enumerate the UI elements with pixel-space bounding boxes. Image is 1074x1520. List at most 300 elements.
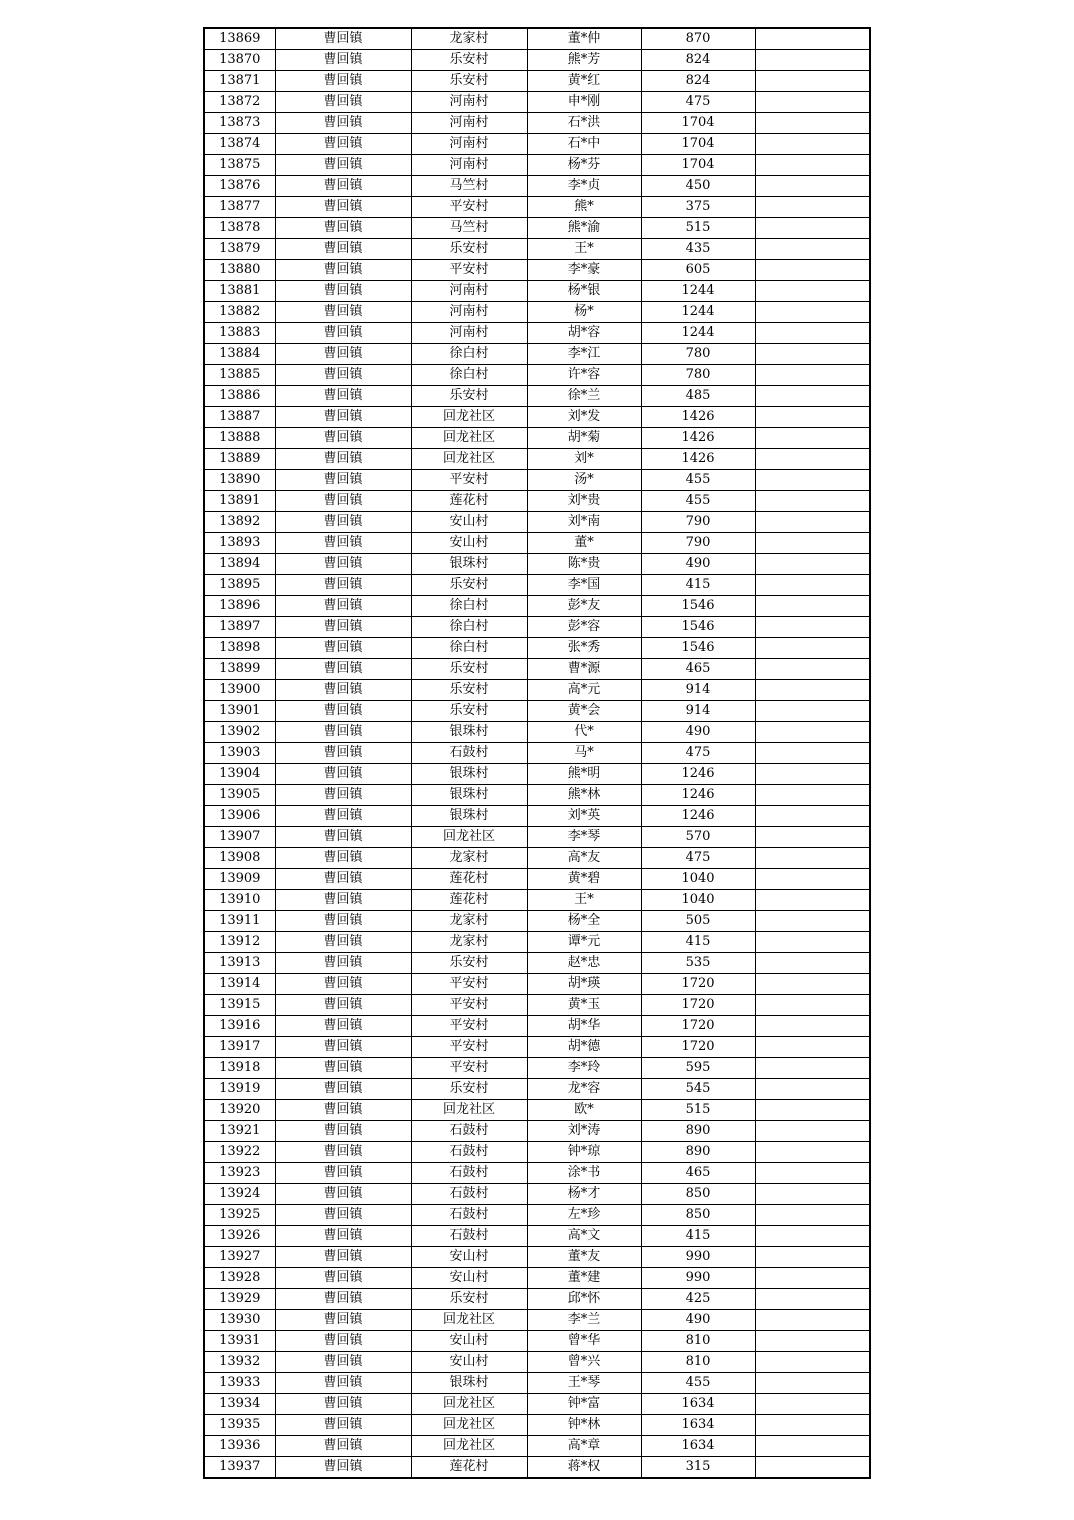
- amount-cell: 490: [641, 722, 755, 743]
- name-cell: 钟*富: [527, 1394, 641, 1415]
- table-row: [204, 848, 870, 869]
- village-cell: 石鼓村: [411, 1142, 527, 1163]
- town-cell: 曹回镇: [275, 281, 411, 302]
- name-cell: 胡*菊: [527, 428, 641, 449]
- village-cell: 莲花村: [411, 869, 527, 890]
- amount-cell: 1244: [641, 281, 755, 302]
- town-cell: 曹回镇: [275, 365, 411, 386]
- town-cell: 曹回镇: [275, 1037, 411, 1058]
- amount-cell: 435: [641, 239, 755, 260]
- town-cell: 曹回镇: [275, 491, 411, 512]
- table-row: [204, 764, 870, 785]
- amount-cell: 1246: [641, 764, 755, 785]
- note-cell: [755, 1037, 870, 1058]
- row-number-cell: 13886: [204, 386, 275, 407]
- name-cell: 黄*会: [527, 701, 641, 722]
- town-cell: 曹回镇: [275, 92, 411, 113]
- table-row: [204, 1436, 870, 1457]
- village-cell: 乐安村: [411, 953, 527, 974]
- village-cell: 河南村: [411, 302, 527, 323]
- table-row: [204, 1226, 870, 1247]
- town-cell: 曹回镇: [275, 848, 411, 869]
- row-number-cell: 13925: [204, 1205, 275, 1226]
- name-cell: 刘*南: [527, 512, 641, 533]
- town-cell: 曹回镇: [275, 932, 411, 953]
- amount-cell: 1040: [641, 890, 755, 911]
- amount-cell: 455: [641, 1373, 755, 1394]
- note-cell: [755, 1436, 870, 1457]
- town-cell: 曹回镇: [275, 239, 411, 260]
- amount-cell: 475: [641, 743, 755, 764]
- row-number-cell: 13934: [204, 1394, 275, 1415]
- row-number-cell: 13872: [204, 92, 275, 113]
- name-cell: 许*容: [527, 365, 641, 386]
- name-cell: 熊*林: [527, 785, 641, 806]
- table-row: [204, 596, 870, 617]
- village-cell: 安山村: [411, 1268, 527, 1289]
- village-cell: 石鼓村: [411, 1121, 527, 1142]
- amount-cell: 515: [641, 218, 755, 239]
- row-number-cell: 13911: [204, 911, 275, 932]
- amount-cell: 1426: [641, 449, 755, 470]
- note-cell: [755, 743, 870, 764]
- row-number-cell: 13881: [204, 281, 275, 302]
- amount-cell: 465: [641, 1163, 755, 1184]
- village-cell: 银珠村: [411, 1373, 527, 1394]
- town-cell: 曹回镇: [275, 407, 411, 428]
- row-number-cell: 13883: [204, 323, 275, 344]
- amount-cell: 890: [641, 1121, 755, 1142]
- note-cell: [755, 197, 870, 218]
- village-cell: 乐安村: [411, 575, 527, 596]
- name-cell: 杨*: [527, 302, 641, 323]
- village-cell: 平安村: [411, 1016, 527, 1037]
- name-cell: 李*豪: [527, 260, 641, 281]
- village-cell: 银珠村: [411, 722, 527, 743]
- town-cell: 曹回镇: [275, 197, 411, 218]
- name-cell: 熊*: [527, 197, 641, 218]
- village-cell: 回龙社区: [411, 827, 527, 848]
- note-cell: [755, 995, 870, 1016]
- name-cell: 刘*涛: [527, 1121, 641, 1142]
- name-cell: 曾*华: [527, 1331, 641, 1352]
- name-cell: 胡*瑛: [527, 974, 641, 995]
- town-cell: 曹回镇: [275, 806, 411, 827]
- note-cell: [755, 1247, 870, 1268]
- table-row: [204, 785, 870, 806]
- table-row: [204, 1205, 870, 1226]
- table-row: [204, 1268, 870, 1289]
- town-cell: 曹回镇: [275, 701, 411, 722]
- village-cell: 龙家村: [411, 911, 527, 932]
- table-row: [204, 113, 870, 134]
- table-row: [204, 974, 870, 995]
- table-row: [204, 890, 870, 911]
- amount-cell: 1246: [641, 806, 755, 827]
- note-cell: [755, 428, 870, 449]
- village-cell: 乐安村: [411, 1289, 527, 1310]
- name-cell: 王*琴: [527, 1373, 641, 1394]
- town-cell: 曹回镇: [275, 890, 411, 911]
- table-row: [204, 1394, 870, 1415]
- amount-cell: 780: [641, 365, 755, 386]
- town-cell: 曹回镇: [275, 1163, 411, 1184]
- town-cell: 曹回镇: [275, 71, 411, 92]
- town-cell: 曹回镇: [275, 1415, 411, 1436]
- row-number-cell: 13932: [204, 1352, 275, 1373]
- village-cell: 石鼓村: [411, 743, 527, 764]
- note-cell: [755, 890, 870, 911]
- row-number-cell: 13933: [204, 1373, 275, 1394]
- amount-cell: 425: [641, 1289, 755, 1310]
- amount-cell: 824: [641, 50, 755, 71]
- village-cell: 河南村: [411, 155, 527, 176]
- row-number-cell: 13924: [204, 1184, 275, 1205]
- table-row: [204, 239, 870, 260]
- row-number-cell: 13897: [204, 617, 275, 638]
- table-row: [204, 428, 870, 449]
- table-row: [204, 218, 870, 239]
- name-cell: 彭*容: [527, 617, 641, 638]
- town-cell: 曹回镇: [275, 1394, 411, 1415]
- table-row: [204, 1352, 870, 1373]
- village-cell: 马竺村: [411, 176, 527, 197]
- amount-cell: 890: [641, 1142, 755, 1163]
- row-number-cell: 13919: [204, 1079, 275, 1100]
- note-cell: [755, 302, 870, 323]
- amount-cell: 1634: [641, 1415, 755, 1436]
- amount-cell: 490: [641, 1310, 755, 1331]
- row-number-cell: 13908: [204, 848, 275, 869]
- note-cell: [755, 533, 870, 554]
- note-cell: [755, 1373, 870, 1394]
- table-row: [204, 407, 870, 428]
- name-cell: 申*刚: [527, 92, 641, 113]
- village-cell: 银珠村: [411, 806, 527, 827]
- note-cell: [755, 71, 870, 92]
- note-cell: [755, 407, 870, 428]
- name-cell: 李*国: [527, 575, 641, 596]
- table-row: [204, 554, 870, 575]
- town-cell: 曹回镇: [275, 176, 411, 197]
- town-cell: 曹回镇: [275, 575, 411, 596]
- village-cell: 平安村: [411, 995, 527, 1016]
- amount-cell: 1244: [641, 302, 755, 323]
- row-number-cell: 13896: [204, 596, 275, 617]
- name-cell: 胡*德: [527, 1037, 641, 1058]
- town-cell: 曹回镇: [275, 1184, 411, 1205]
- amount-cell: 1426: [641, 428, 755, 449]
- row-number-cell: 13917: [204, 1037, 275, 1058]
- table-row: [204, 155, 870, 176]
- note-cell: [755, 932, 870, 953]
- village-cell: 龙家村: [411, 28, 527, 50]
- name-cell: 董*仲: [527, 28, 641, 50]
- town-cell: 曹回镇: [275, 680, 411, 701]
- note-cell: [755, 239, 870, 260]
- table-row: [204, 911, 870, 932]
- row-number-cell: 13875: [204, 155, 275, 176]
- name-cell: 徐*兰: [527, 386, 641, 407]
- row-number-cell: 13914: [204, 974, 275, 995]
- row-number-cell: 13880: [204, 260, 275, 281]
- amount-cell: 1704: [641, 155, 755, 176]
- table-row: [204, 722, 870, 743]
- name-cell: 高*元: [527, 680, 641, 701]
- amount-cell: 490: [641, 554, 755, 575]
- table-row: [204, 28, 870, 50]
- amount-cell: 595: [641, 1058, 755, 1079]
- village-cell: 石鼓村: [411, 1163, 527, 1184]
- note-cell: [755, 1310, 870, 1331]
- note-cell: [755, 1415, 870, 1436]
- table-row: [204, 449, 870, 470]
- table-row: [204, 1037, 870, 1058]
- village-cell: 平安村: [411, 260, 527, 281]
- note-cell: [755, 974, 870, 995]
- note-cell: [755, 911, 870, 932]
- name-cell: 陈*贵: [527, 554, 641, 575]
- name-cell: 涂*书: [527, 1163, 641, 1184]
- amount-cell: 465: [641, 659, 755, 680]
- name-cell: 邱*怀: [527, 1289, 641, 1310]
- village-cell: 乐安村: [411, 659, 527, 680]
- town-cell: 曹回镇: [275, 1016, 411, 1037]
- table-row: [204, 1100, 870, 1121]
- note-cell: [755, 1142, 870, 1163]
- note-cell: [755, 1352, 870, 1373]
- table-row: [204, 1184, 870, 1205]
- table-row: [204, 617, 870, 638]
- table-row: [204, 1331, 870, 1352]
- table-row: [204, 680, 870, 701]
- table-row: [204, 323, 870, 344]
- village-cell: 回龙社区: [411, 1100, 527, 1121]
- note-cell: [755, 575, 870, 596]
- name-cell: 左*珍: [527, 1205, 641, 1226]
- town-cell: 曹回镇: [275, 1058, 411, 1079]
- row-number-cell: 13903: [204, 743, 275, 764]
- row-number-cell: 13900: [204, 680, 275, 701]
- note-cell: [755, 848, 870, 869]
- town-cell: 曹回镇: [275, 449, 411, 470]
- village-cell: 龙家村: [411, 848, 527, 869]
- note-cell: [755, 827, 870, 848]
- table-row: [204, 1310, 870, 1331]
- table-row: [204, 134, 870, 155]
- amount-cell: 1426: [641, 407, 755, 428]
- name-cell: 刘*英: [527, 806, 641, 827]
- name-cell: 蒋*权: [527, 1457, 641, 1479]
- name-cell: 王*: [527, 239, 641, 260]
- town-cell: 曹回镇: [275, 1268, 411, 1289]
- row-number-cell: 13882: [204, 302, 275, 323]
- table-row: [204, 1016, 870, 1037]
- amount-cell: 1634: [641, 1436, 755, 1457]
- town-cell: 曹回镇: [275, 638, 411, 659]
- row-number-cell: 13918: [204, 1058, 275, 1079]
- note-cell: [755, 1163, 870, 1184]
- village-cell: 回龙社区: [411, 407, 527, 428]
- amount-cell: 605: [641, 260, 755, 281]
- village-cell: 回龙社区: [411, 1394, 527, 1415]
- amount-cell: 415: [641, 932, 755, 953]
- name-cell: 谭*元: [527, 932, 641, 953]
- table-row: [204, 995, 870, 1016]
- village-cell: 莲花村: [411, 491, 527, 512]
- table-row: [204, 1163, 870, 1184]
- amount-cell: 1246: [641, 785, 755, 806]
- row-number-cell: 13916: [204, 1016, 275, 1037]
- town-cell: 曹回镇: [275, 155, 411, 176]
- town-cell: 曹回镇: [275, 428, 411, 449]
- name-cell: 高*章: [527, 1436, 641, 1457]
- row-number-cell: 13887: [204, 407, 275, 428]
- town-cell: 曹回镇: [275, 533, 411, 554]
- note-cell: [755, 1079, 870, 1100]
- amount-cell: 545: [641, 1079, 755, 1100]
- amount-cell: 515: [641, 1100, 755, 1121]
- town-cell: 曹回镇: [275, 1457, 411, 1479]
- name-cell: 马*: [527, 743, 641, 764]
- row-number-cell: 13922: [204, 1142, 275, 1163]
- town-cell: 曹回镇: [275, 722, 411, 743]
- table-body: [204, 28, 870, 1478]
- note-cell: [755, 1268, 870, 1289]
- table-row: [204, 344, 870, 365]
- town-cell: 曹回镇: [275, 218, 411, 239]
- note-cell: [755, 134, 870, 155]
- row-number-cell: 13907: [204, 827, 275, 848]
- table-row: [204, 701, 870, 722]
- town-cell: 曹回镇: [275, 974, 411, 995]
- row-number-cell: 13901: [204, 701, 275, 722]
- village-cell: 河南村: [411, 113, 527, 134]
- town-cell: 曹回镇: [275, 1289, 411, 1310]
- village-cell: 马竺村: [411, 218, 527, 239]
- town-cell: 曹回镇: [275, 617, 411, 638]
- table-row: [204, 50, 870, 71]
- name-cell: 熊*渝: [527, 218, 641, 239]
- note-cell: [755, 680, 870, 701]
- amount-cell: 1704: [641, 134, 755, 155]
- town-cell: 曹回镇: [275, 134, 411, 155]
- row-number-cell: 13869: [204, 28, 275, 50]
- village-cell: 石鼓村: [411, 1226, 527, 1247]
- table-row: [204, 1142, 870, 1163]
- name-cell: 石*洪: [527, 113, 641, 134]
- row-number-cell: 13888: [204, 428, 275, 449]
- village-cell: 银珠村: [411, 764, 527, 785]
- town-cell: 曹回镇: [275, 1310, 411, 1331]
- name-cell: 董*友: [527, 1247, 641, 1268]
- note-cell: [755, 638, 870, 659]
- amount-cell: 415: [641, 1226, 755, 1247]
- name-cell: 黄*碧: [527, 869, 641, 890]
- amount-cell: 1546: [641, 596, 755, 617]
- town-cell: 曹回镇: [275, 1373, 411, 1394]
- amount-cell: 790: [641, 512, 755, 533]
- note-cell: [755, 218, 870, 239]
- amount-cell: 570: [641, 827, 755, 848]
- row-number-cell: 13899: [204, 659, 275, 680]
- town-cell: 曹回镇: [275, 50, 411, 71]
- table-row: [204, 302, 870, 323]
- note-cell: [755, 1058, 870, 1079]
- row-number-cell: 13928: [204, 1268, 275, 1289]
- note-cell: [755, 764, 870, 785]
- note-cell: [755, 470, 870, 491]
- row-number-cell: 13877: [204, 197, 275, 218]
- row-number-cell: 13915: [204, 995, 275, 1016]
- amount-cell: 850: [641, 1205, 755, 1226]
- name-cell: 张*秀: [527, 638, 641, 659]
- row-number-cell: 13926: [204, 1226, 275, 1247]
- town-cell: 曹回镇: [275, 512, 411, 533]
- row-number-cell: 13921: [204, 1121, 275, 1142]
- table-row: [204, 533, 870, 554]
- table-row: [204, 92, 870, 113]
- name-cell: 王*: [527, 890, 641, 911]
- town-cell: 曹回镇: [275, 1205, 411, 1226]
- amount-cell: 810: [641, 1352, 755, 1373]
- note-cell: [755, 28, 870, 50]
- note-cell: [755, 491, 870, 512]
- note-cell: [755, 1457, 870, 1479]
- row-number-cell: 13931: [204, 1331, 275, 1352]
- amount-cell: 824: [641, 71, 755, 92]
- town-cell: 曹回镇: [275, 785, 411, 806]
- table-row: [204, 1457, 870, 1479]
- row-number-cell: 13892: [204, 512, 275, 533]
- note-cell: [755, 281, 870, 302]
- row-number-cell: 13927: [204, 1247, 275, 1268]
- note-cell: [755, 953, 870, 974]
- town-cell: 曹回镇: [275, 344, 411, 365]
- village-cell: 安山村: [411, 1331, 527, 1352]
- amount-cell: 1720: [641, 995, 755, 1016]
- note-cell: [755, 176, 870, 197]
- note-cell: [755, 512, 870, 533]
- town-cell: 曹回镇: [275, 386, 411, 407]
- village-cell: 莲花村: [411, 890, 527, 911]
- note-cell: [755, 596, 870, 617]
- name-cell: 代*: [527, 722, 641, 743]
- note-cell: [755, 785, 870, 806]
- note-cell: [755, 659, 870, 680]
- name-cell: 熊*明: [527, 764, 641, 785]
- table-row: [204, 1415, 870, 1436]
- amount-cell: 485: [641, 386, 755, 407]
- row-number-cell: 13920: [204, 1100, 275, 1121]
- village-cell: 平安村: [411, 470, 527, 491]
- name-cell: 钟*琼: [527, 1142, 641, 1163]
- village-cell: 回龙社区: [411, 449, 527, 470]
- name-cell: 熊*芳: [527, 50, 641, 71]
- village-cell: 徐白村: [411, 365, 527, 386]
- village-cell: 回龙社区: [411, 428, 527, 449]
- village-cell: 乐安村: [411, 1079, 527, 1100]
- name-cell: 曹*源: [527, 659, 641, 680]
- amount-cell: 1244: [641, 323, 755, 344]
- town-cell: 曹回镇: [275, 596, 411, 617]
- table-row: [204, 1289, 870, 1310]
- village-cell: 安山村: [411, 512, 527, 533]
- village-cell: 回龙社区: [411, 1436, 527, 1457]
- amount-cell: 990: [641, 1268, 755, 1289]
- amount-cell: 1634: [641, 1394, 755, 1415]
- village-cell: 回龙社区: [411, 1415, 527, 1436]
